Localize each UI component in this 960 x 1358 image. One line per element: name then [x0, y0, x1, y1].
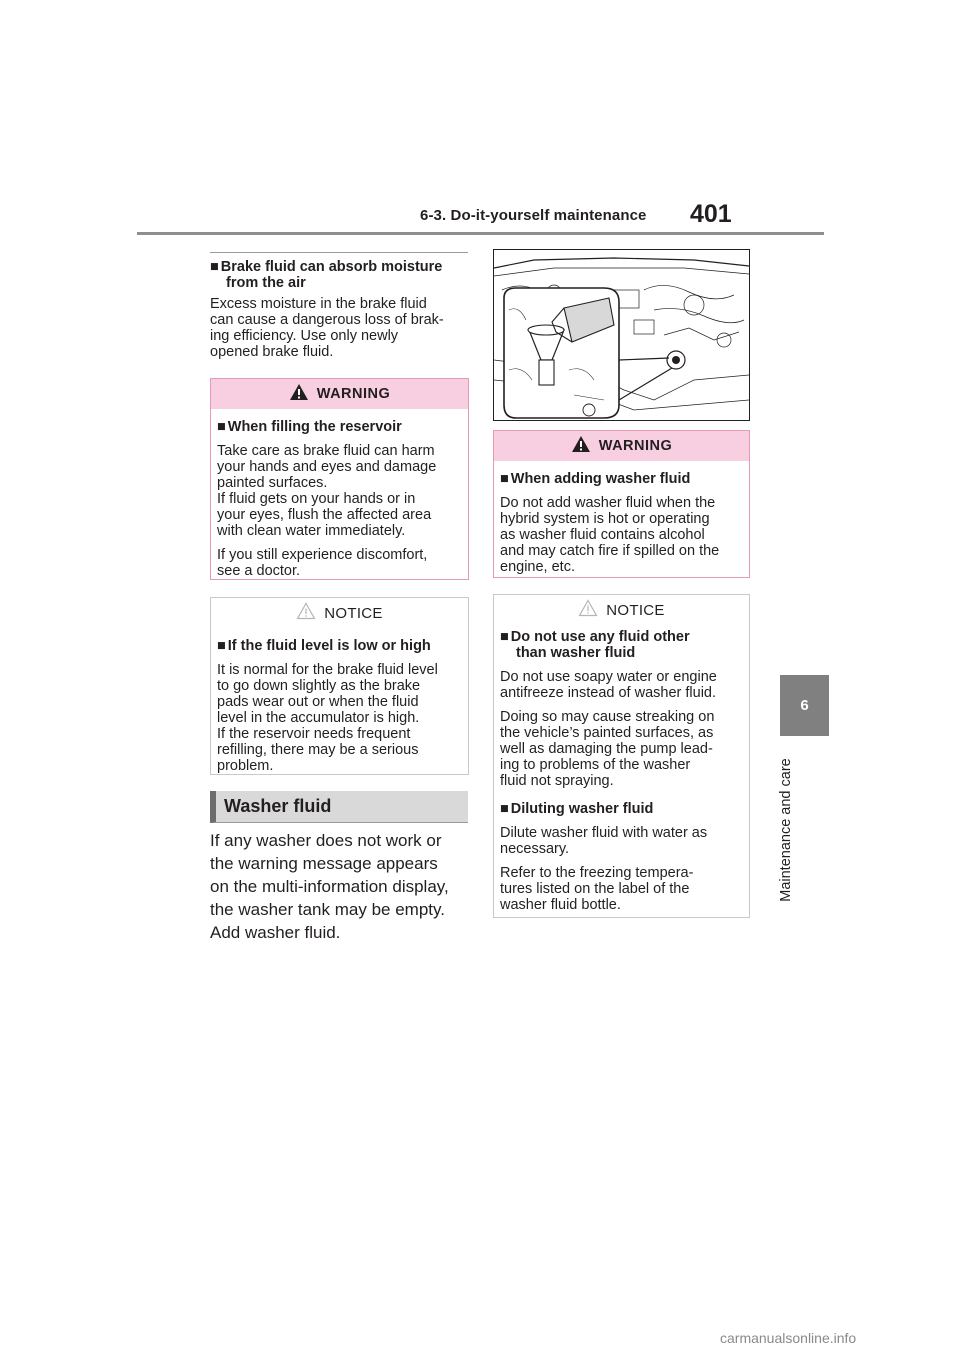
notice-paragraph	[500, 669, 743, 701]
notice-paragraph	[217, 662, 462, 774]
bullet-square: ■	[500, 801, 509, 817]
washer-fluid-heading: Washer fluid	[210, 791, 468, 823]
heading-text: Do not use any fluid other	[510, 629, 690, 645]
notice-heading	[217, 638, 462, 654]
header-rule	[137, 232, 824, 235]
text-line: It is normal for the brake fluid level	[217, 662, 438, 678]
warning-label: WARNING	[598, 438, 673, 454]
text-line: antifreeze instead of washer fluid.	[500, 685, 717, 701]
text-line: ing to problems of the washer	[500, 757, 691, 773]
heading-text: than washer fluid	[516, 645, 636, 661]
chapter-tab: 6	[780, 675, 829, 736]
notice-paragraph	[500, 865, 743, 913]
text-line: Do not use soapy water or engine	[500, 669, 717, 685]
text-line: pads wear out or when the fluid	[217, 694, 419, 710]
text-line: and may catch fire if spilled on the	[500, 543, 720, 559]
heading-text: When adding washer fluid	[510, 471, 691, 487]
notice-paragraph	[500, 709, 743, 789]
notice-paragraph	[500, 825, 743, 857]
washer-intro-text	[210, 829, 472, 944]
engine-bay-illustration	[493, 249, 750, 421]
brake-moisture-text	[210, 296, 472, 360]
text-line: necessary.	[500, 841, 570, 857]
warning-heading	[500, 471, 743, 487]
bullet-square: ■	[500, 471, 509, 487]
warning-paragraph	[217, 443, 462, 539]
notice-box-fluid-level	[210, 597, 469, 775]
text-line: Refer to the freezing tempera-	[500, 865, 694, 881]
text-line: can cause a dangerous loss of brak-	[210, 312, 444, 328]
text-line: problem.	[217, 758, 274, 774]
text-line: well as damaging the pump lead-	[500, 741, 713, 757]
text-line: Take care as brake fluid can harm	[217, 443, 435, 459]
page-number: 401	[690, 200, 732, 228]
warning-triangle-icon	[571, 435, 591, 457]
caution-triangle-icon	[296, 602, 316, 624]
text-line: the warning message appears	[210, 854, 438, 873]
section-title: 6-3. Do-it-yourself maintenance	[420, 207, 647, 224]
text-line: level in the accumulator is high.	[217, 710, 420, 726]
bullet-square: ■	[217, 419, 226, 435]
text-line: the vehicle’s painted surfaces, as	[500, 725, 714, 741]
washer-fill-drawing	[494, 250, 749, 420]
bullet-square: ■	[217, 638, 226, 654]
warning-label: WARNING	[316, 386, 391, 402]
text-line: fluid not spraying.	[500, 773, 614, 789]
text-line: tures listed on the label of the	[500, 881, 690, 897]
text-line: engine, etc.	[500, 559, 575, 575]
notice-header	[494, 595, 749, 625]
text-line: as washer fluid contains alcohol	[500, 527, 705, 543]
warning-triangle-icon	[289, 383, 309, 405]
text-line: see a doctor.	[217, 563, 301, 579]
heading-text: If the fluid level is low or high	[227, 638, 431, 654]
text-line: painted surfaces.	[217, 475, 328, 491]
text-line: to go down slightly as the brake	[217, 678, 421, 694]
notice-heading	[500, 801, 743, 817]
heading-text: Diluting washer fluid	[510, 801, 654, 817]
text-line: washer fluid bottle.	[500, 897, 621, 913]
heading-text: Brake fluid can absorb moisture	[220, 259, 443, 275]
heading-text: When filling the reservoir	[227, 419, 402, 435]
heading-text: from the air	[226, 275, 306, 291]
text-line: If fluid gets on your hands or in	[217, 491, 416, 507]
text-line: your eyes, flush the affected area	[217, 507, 432, 523]
text-line: Excess moisture in the brake fluid	[210, 296, 427, 312]
section-rule	[210, 252, 468, 253]
notice-label: NOTICE	[606, 601, 665, 619]
caution-triangle-icon	[578, 599, 598, 621]
chapter-title: Maintenance and care	[778, 758, 794, 902]
text-line: your hands and eyes and damage	[217, 459, 437, 475]
notice-header	[211, 598, 468, 628]
warning-paragraph	[217, 547, 462, 579]
bullet-square: ■	[210, 259, 219, 275]
text-line: with clean water immediately.	[217, 523, 406, 539]
warning-header	[494, 431, 749, 461]
text-line: If you still experience discomfort,	[217, 547, 428, 563]
chapter-label	[766, 745, 806, 915]
text-line: hybrid system is hot or operating	[500, 511, 710, 527]
text-line: opened brake fluid.	[210, 344, 334, 360]
notice-box-washer	[493, 594, 750, 918]
brake-moisture-heading	[210, 259, 472, 291]
bullet-square: ■	[500, 629, 509, 645]
watermark: carmanualsonline.info	[720, 1330, 857, 1346]
warning-box-reservoir	[210, 378, 469, 580]
text-line: Dilute washer fluid with water as	[500, 825, 708, 841]
text-line: Do not add washer fluid when the	[500, 495, 716, 511]
warning-header	[211, 379, 468, 409]
warning-heading	[217, 419, 462, 435]
text-line: refilling, there may be a serious	[217, 742, 419, 758]
notice-label: NOTICE	[324, 604, 383, 622]
text-line: Doing so may cause streaking on	[500, 709, 715, 725]
warning-paragraph	[500, 495, 743, 575]
notice-heading	[500, 629, 743, 661]
text-line: If the reservoir needs frequent	[217, 726, 411, 742]
text-line: ing efficiency. Use only newly	[210, 328, 399, 344]
text-line: on the multi-information display,	[210, 877, 449, 896]
warning-box-washer	[493, 430, 750, 578]
text-line: the washer tank may be empty.	[210, 900, 445, 919]
text-line: Add washer fluid.	[210, 923, 341, 942]
text-line: If any washer does not work or	[210, 831, 442, 850]
